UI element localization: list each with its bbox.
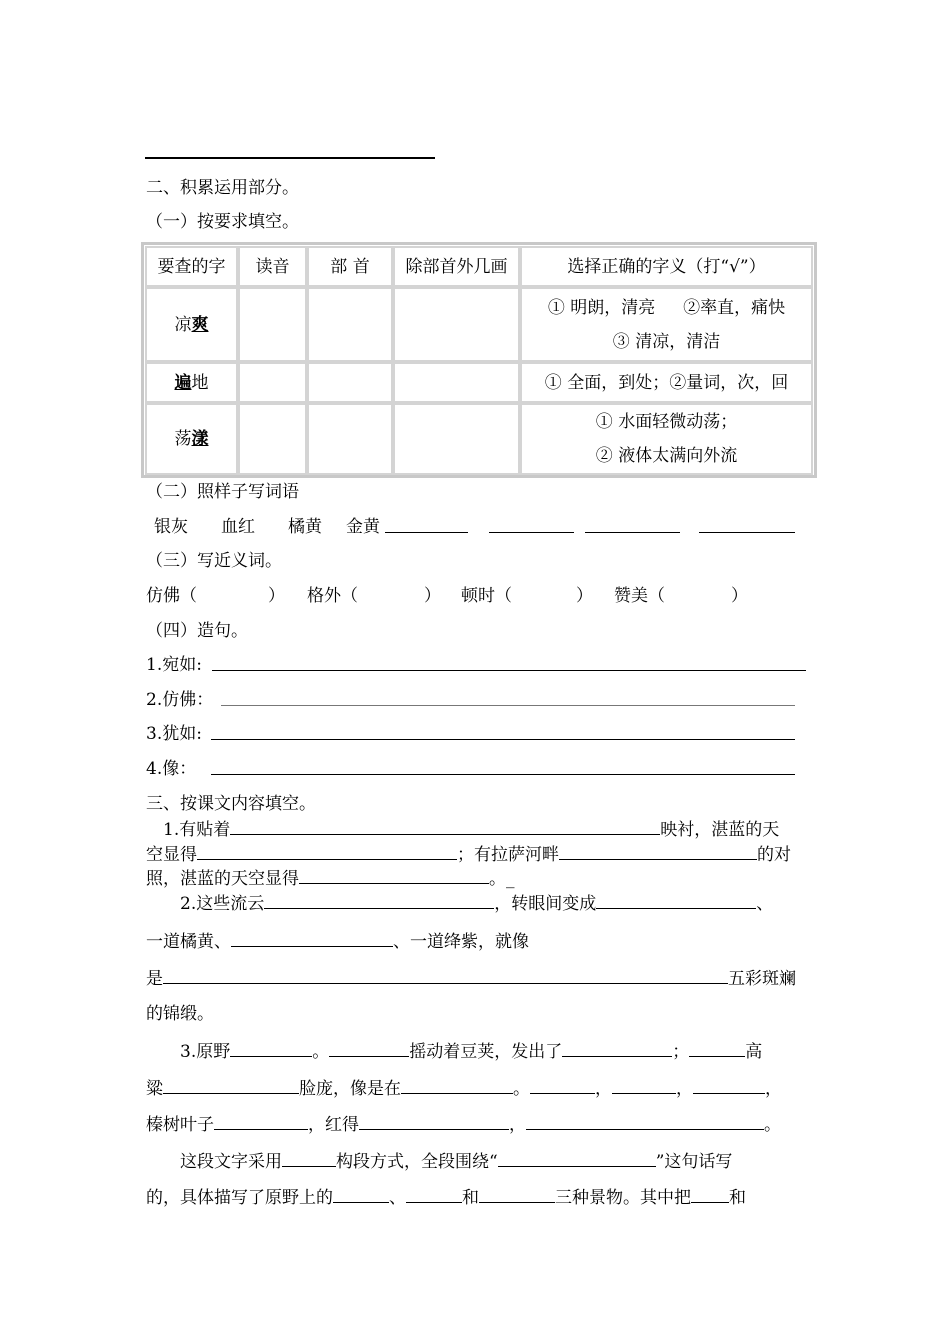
answer-line[interactable]	[699, 516, 795, 539]
part-3-title: （三）写近义词。	[146, 551, 282, 571]
sentence-prompt: 4.像：	[146, 759, 197, 779]
fill-paragraph-2: 的锦缎。	[146, 1004, 214, 1024]
example-word: 银灰	[154, 517, 188, 537]
radical-blank[interactable]	[307, 362, 393, 403]
sentence-line[interactable]	[211, 723, 795, 746]
sentence-line[interactable]	[212, 654, 806, 677]
synonym-prompt: 格外（	[307, 586, 358, 606]
fill-paragraph-3: 3.原野 。 摇动着豆荚，发出了 ； 高	[180, 1042, 763, 1062]
fill-paragraph-4: 的，具体描写了原野上的 、 和 三种景物。其中把 和	[146, 1188, 746, 1208]
radical-blank[interactable]	[307, 403, 393, 475]
strokes-blank[interactable]	[393, 287, 520, 362]
section-2-title: 二、积累运用部分。	[146, 178, 299, 198]
lookup-table	[141, 242, 817, 478]
meaning-options[interactable]: ① 明朗，清亮 ②率直，痛快 ③ 清凉，清洁	[520, 287, 813, 362]
sentence-prompt: 3.犹如:	[146, 724, 202, 744]
header-strokes: 除部首外几画	[393, 246, 520, 287]
meaning-options[interactable]: ① 全面，到处；②量词，次，回	[520, 362, 813, 403]
synonym-prompt: 赞美（	[614, 586, 665, 606]
header-meaning: 选择正确的字义（打“√”）	[520, 246, 813, 287]
strokes-blank[interactable]	[393, 362, 520, 403]
header-char: 要查的字	[145, 246, 238, 287]
sentence-prompt: 1.宛如:	[146, 655, 202, 675]
synonym-prompt: 仿佛（	[146, 586, 197, 606]
meaning-options[interactable]: ① 水面轻微动荡； ② 液体太满向外流	[520, 403, 813, 475]
sentence-prompt: 2.仿佛：	[146, 690, 214, 710]
sentence-line[interactable]	[221, 689, 795, 712]
header-radical: 部 首	[307, 246, 393, 287]
synonym-close: ）	[576, 586, 593, 606]
fill-paragraph-3: 粱 脸庞，像是在 。 ， ， ，	[146, 1079, 782, 1099]
radical-blank[interactable]	[307, 287, 393, 362]
sentence-line[interactable]	[211, 758, 795, 781]
table-row-word: 荡漾	[145, 403, 238, 475]
header-rule	[145, 157, 435, 159]
synonym-prompt: 顿时（	[461, 586, 512, 606]
fill-paragraph-1: 空显得 ；有拉萨河畔 的对	[146, 845, 791, 865]
section-3-title: 三、按课文内容填空。	[146, 794, 316, 814]
example-word: 橘黄	[288, 517, 322, 537]
fill-paragraph-2: 是 五彩斑斓	[146, 969, 796, 989]
synonym-close: ）	[424, 586, 441, 606]
fill-paragraph-4: 这段文字采用 构段方式，全段围绕“ ”这句话写	[180, 1152, 733, 1172]
header-pronunciation: 读音	[238, 246, 307, 287]
answer-line[interactable]	[585, 516, 680, 539]
strokes-blank[interactable]	[393, 403, 520, 475]
fill-paragraph-1: 照，湛蓝的天空显得 。_	[146, 869, 515, 889]
pronunciation-blank[interactable]	[238, 287, 307, 362]
pronunciation-blank[interactable]	[238, 362, 307, 403]
synonym-close: ）	[268, 586, 285, 606]
fill-paragraph-2: 2.这些流云 ，转眼间变成 、	[180, 894, 774, 914]
answer-line[interactable]	[489, 516, 574, 539]
fill-paragraph-2: 一道橘黄、 、一道绛紫，就像	[146, 932, 529, 952]
answer-line[interactable]	[385, 516, 468, 539]
pronunciation-blank[interactable]	[238, 403, 307, 475]
table-row-word: 凉爽	[145, 287, 238, 362]
table-row-word: 遍地	[145, 362, 238, 403]
part-2-title: （二）照样子写词语	[146, 482, 299, 502]
part-1-title: （一）按要求填空。	[146, 212, 299, 232]
example-word: 血红	[221, 517, 255, 537]
fill-paragraph-1: 1.有贴着 映衬，湛蓝的天	[163, 820, 780, 840]
part-4-title: （四）造句。	[146, 621, 248, 641]
synonym-close: ）	[731, 586, 748, 606]
example-word: 金黄	[346, 517, 380, 537]
fill-paragraph-3: 榛树叶子 ，红得 ， 。	[146, 1115, 781, 1135]
